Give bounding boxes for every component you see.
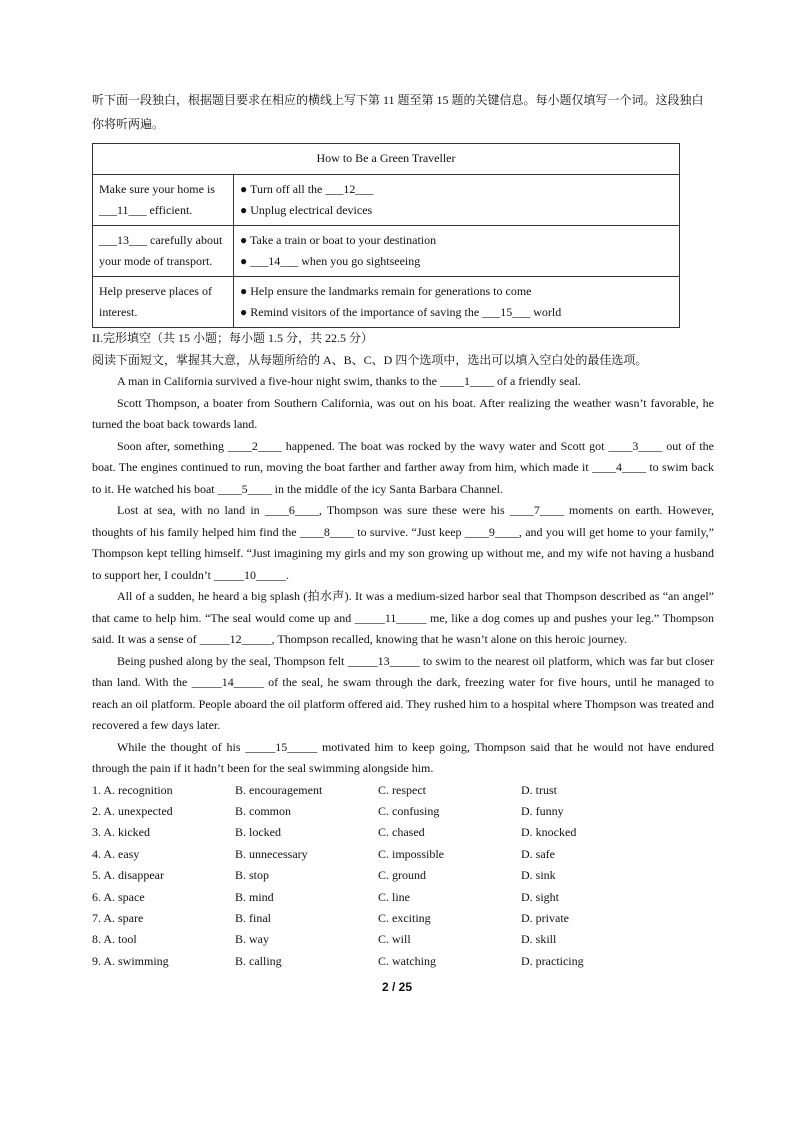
option-a: 6. A. space: [92, 889, 145, 904]
option-c: C. line: [378, 889, 410, 904]
page-number: 2 / 25: [381, 980, 413, 994]
row-left-line: ___11___ efficient.: [99, 203, 193, 217]
option-b: B. stop: [235, 868, 270, 883]
row-left-line: Help preserve places of: [99, 284, 212, 298]
row-right-line: ● Unplug electrical devices: [240, 203, 373, 217]
option-d: D. trust: [521, 782, 557, 797]
option-d: D. funny: [521, 803, 564, 818]
option-a: 7. A. spare: [92, 910, 144, 925]
option-b: B. common: [235, 803, 291, 818]
option-b: B. calling: [235, 953, 282, 968]
option-row: [92, 929, 714, 950]
passage-paragraph: All of a sudden, he heard a big splash (拍水声). It was a medium-sized harbor seal that Thompson described as “an angel” that came to help him. “The seal would come up and _____11_____ me, like a dog comes up and pushes your leg.” Thompson said. It was a sense of _____12_____, Thompson recalled, knowing that he wasn’t alone on this heroic journey.: [92, 589, 714, 646]
option-row: [92, 951, 714, 972]
option-row: [92, 887, 714, 908]
green-traveller-table: [92, 143, 680, 328]
option-a: 2. A. unexpected: [92, 803, 173, 818]
option-a: 9. A. swimming: [92, 953, 169, 968]
table-title: How to Be a Green Traveller: [93, 144, 680, 175]
option-c: C. impossible: [378, 846, 445, 861]
option-c: C. confusing: [378, 803, 440, 818]
row-left-line: Make sure your home is: [99, 182, 215, 196]
option-c: C. exciting: [378, 910, 431, 925]
row-right-line: ● Turn off all the ___12___: [240, 182, 374, 196]
row-right-line: ● Take a train or boat to your destination: [240, 233, 437, 247]
row-left-line: your mode of transport.: [99, 254, 213, 268]
option-row: [92, 844, 714, 865]
option-d: D. practicing: [521, 953, 584, 968]
section-title: II.完形填空（共 15 小题；每小题 1.5 分，共 22.5 分）: [92, 331, 373, 345]
option-b: B. unnecessary: [235, 846, 308, 861]
passage-paragraph: Lost at sea, with no land in ____6____, Thompson was sure these were his ____7____ moments on earth. However, thoughts of his family helped him find the ____8____ to survive. “Just keep ____9____, and you will get home to your family,” Thompson kept telling himself. “Just imagining my girls and my son growing up without me, and my wife not having a husband to support her, I couldn’t _____10_____.: [92, 503, 714, 582]
option-d: D. skill: [521, 932, 557, 947]
row-right-line: ● Remind visitors of the importance of saving the ___15___ world: [240, 305, 562, 319]
page-content: [92, 88, 714, 972]
option-d: D. safe: [521, 846, 555, 861]
option-row: [92, 908, 714, 929]
option-c: C. chased: [378, 825, 425, 840]
row-left-line: interest.: [99, 305, 138, 319]
option-b: B. locked: [235, 825, 281, 840]
option-d: D. knocked: [521, 825, 577, 840]
row-right-line: ● Help ensure the landmarks remain for generations to come: [240, 284, 532, 298]
option-d: D. sink: [521, 868, 556, 883]
passage-paragraph: Being pushed along by the seal, Thompson felt _____13_____ to swim to the nearest oil platform, which was far but closer than land. With the _____14_____ of the seal, he swam through the dark, freezing water for five hours, until he managed to reach an oil platform. People aboard the oil platform offered aid. They rushed him to a hospital where Thompson was treated and recovered a few days later.: [92, 653, 714, 732]
option-d: D. private: [521, 910, 569, 925]
option-a: 3. A. kicked: [92, 825, 150, 840]
option-a: 4. A. easy: [92, 846, 140, 861]
row-left-line: ___13___ carefully about: [99, 233, 223, 247]
option-c: C. ground: [378, 868, 426, 883]
option-a: 8. A. tool: [92, 932, 137, 947]
option-b: B. mind: [235, 889, 274, 904]
answer-options: [92, 780, 714, 973]
table-row: [93, 277, 680, 328]
option-b: B. final: [235, 910, 271, 925]
option-b: B. way: [235, 932, 269, 947]
row-right-line: ● ___14___ when you go sightseeing: [240, 254, 421, 268]
option-row: [92, 865, 714, 886]
passage-paragraph: Scott Thompson, a boater from Southern California, was out on his boat. After realizing the weather wasn’t favorable, he turned the boat back towards land.: [92, 395, 714, 431]
option-d: D. sight: [521, 889, 560, 904]
option-row: [92, 801, 714, 822]
option-a: 1. A. recognition: [92, 782, 173, 797]
option-row: [92, 822, 714, 843]
option-b: B. encouragement: [235, 782, 323, 797]
passage-paragraph: Soon after, something ____2____ happened. The boat was rocked by the wavy water and Scott got ____3____ out of the boat. The engines continued to run, moving the boat farther and farther away from him, which made it ____4____ to swim back to it. He watched his boat ____5____ in the middle of the icy Santa Barbara Channel.: [92, 438, 714, 496]
option-c: C. respect: [378, 782, 426, 797]
table-row: [93, 226, 680, 277]
passage-paragraph: While the thought of his _____15_____ motivated him to keep going, Thompson said that he would not have endured through the pain if it hadn’t been for the seal swimming alongside him.: [92, 739, 714, 775]
option-c: C. will: [378, 932, 411, 947]
table-row: [93, 175, 680, 226]
option-a: 5. A. disappear: [92, 868, 164, 883]
listening-instruction: 听下面一段独白，根据题目要求在相应的横线上写下第 11 题至第 15 题的关键信息。每小题仅填写一个词。这段独白你将听两遍。: [92, 93, 704, 131]
option-row: [92, 780, 714, 801]
section-instruction: 阅读下面短文，掌握其大意，从每题所给的 A、B、C、D 四个选项中，选出可以填入空白处的最佳选项。: [92, 352, 648, 367]
passage-paragraph: A man in California survived a five-hour night swim, thanks to the ____1____ of a friendly seal.: [117, 374, 581, 388]
option-c: C. watching: [378, 953, 436, 968]
